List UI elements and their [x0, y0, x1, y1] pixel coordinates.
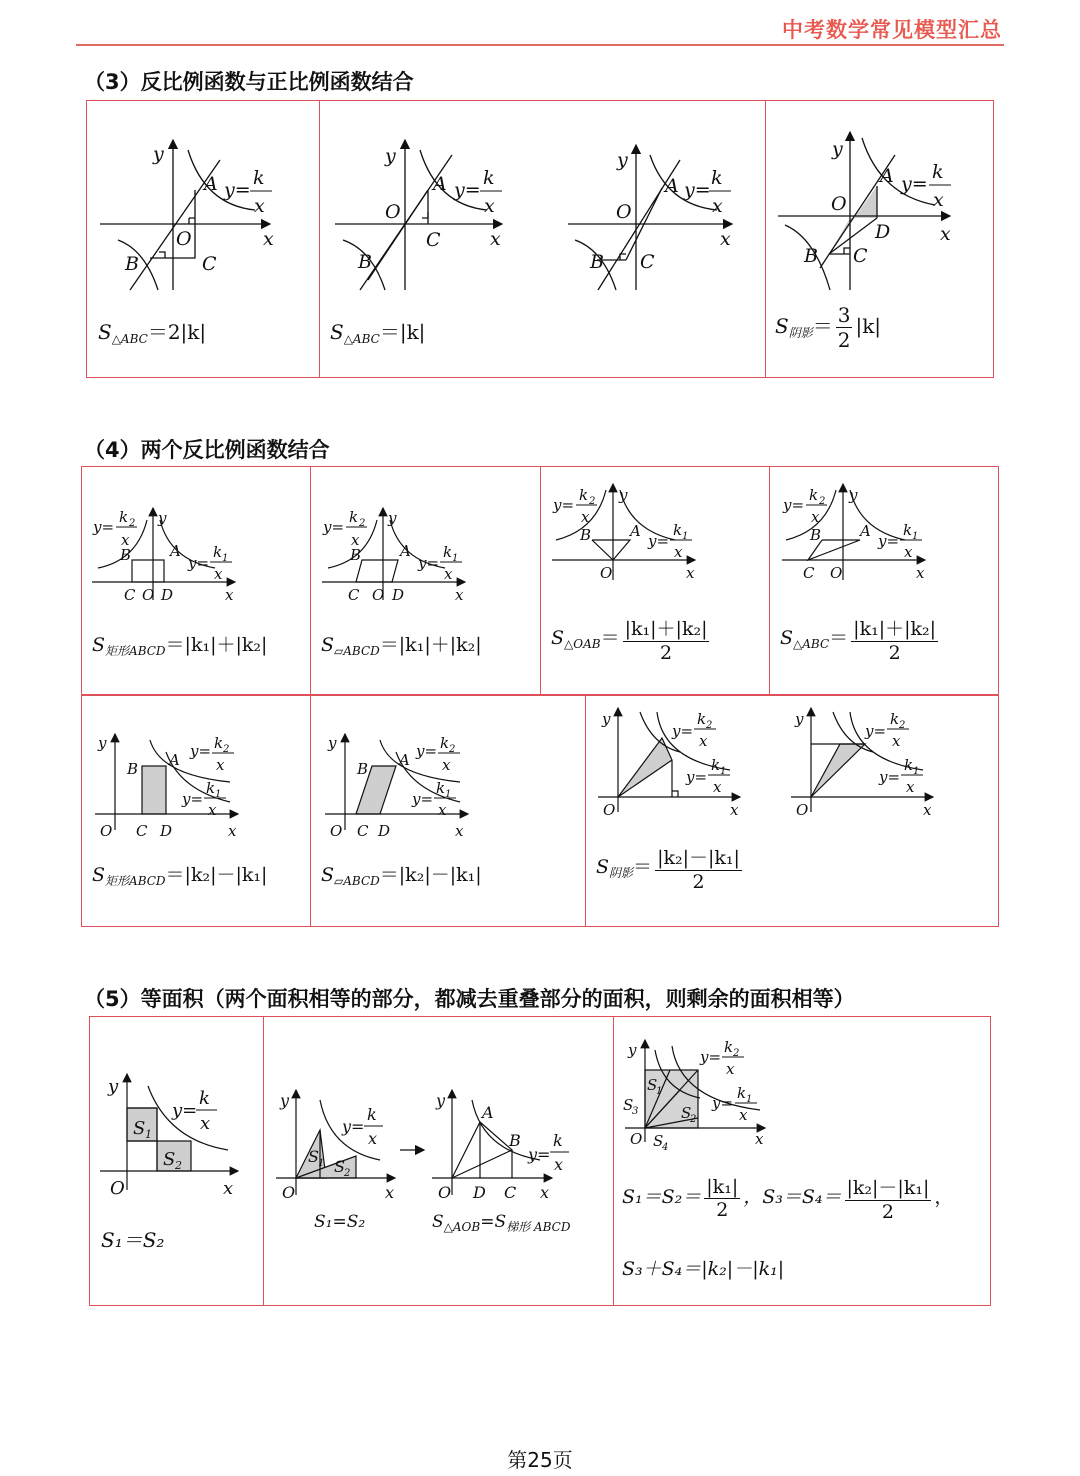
- section-5-table: [89, 1016, 991, 1306]
- svg-text:D: D: [392, 586, 405, 604]
- svg-text:x: x: [484, 195, 495, 217]
- svg-text:3: 3: [632, 1106, 639, 1117]
- svg-text:x: x: [438, 801, 447, 819]
- svg-text:k: k: [367, 1105, 377, 1124]
- s4-f5-eq: ＝|k₂|－|k₁|: [165, 864, 268, 886]
- svg-text:k: k: [483, 167, 495, 189]
- svg-text:2: 2: [175, 1159, 182, 1172]
- s5-f2b-sub2: 梯形 ABCD: [506, 1220, 571, 1234]
- svg-text:k: k: [440, 734, 450, 752]
- s3-f3-tail: |k|: [855, 314, 882, 338]
- svg-text:D: D: [160, 822, 173, 840]
- svg-text:k: k: [206, 779, 216, 797]
- s4-f7-eq: ＝: [633, 856, 653, 878]
- svg-text:k: k: [253, 167, 265, 189]
- s5-f3-frac2: [845, 1173, 932, 1223]
- svg-text:y: y: [388, 509, 397, 527]
- svg-text:k: k: [711, 756, 721, 774]
- s4-f6-sub: ▱ABCD: [334, 874, 380, 888]
- svg-text:O: O: [600, 564, 613, 582]
- svg-text:C: C: [357, 822, 369, 840]
- s5-f3-den2: 2: [881, 1201, 894, 1223]
- s4-f1-symbol: S: [92, 634, 106, 656]
- svg-text:x: x: [581, 508, 590, 526]
- svg-text:x: x: [208, 801, 217, 819]
- svg-text:O: O: [372, 586, 385, 604]
- svg-text:x: x: [351, 531, 360, 549]
- s4-f4-den: 2: [888, 642, 901, 664]
- s4-f4-symbol: S: [780, 627, 794, 649]
- svg-text:C: C: [640, 251, 655, 273]
- svg-text:y=: y=: [712, 1094, 734, 1112]
- svg-text:2: 2: [359, 518, 366, 529]
- s4-f4-fraction: [851, 614, 938, 664]
- s4-formula-7: [596, 843, 745, 893]
- svg-text:y=: y=: [528, 1145, 551, 1164]
- svg-text:A: A: [482, 1103, 494, 1122]
- s5-formula-2a: S₁=S₂: [314, 1212, 366, 1232]
- svg-text:A: A: [630, 522, 641, 540]
- s3-f1-eq: ＝2|k|: [147, 320, 207, 344]
- svg-text:O: O: [385, 201, 401, 223]
- svg-text:y: y: [158, 509, 167, 527]
- svg-text:B: B: [580, 526, 592, 544]
- svg-text:x: x: [686, 564, 695, 582]
- s4-f2-sub: ▱ABCD: [334, 644, 380, 658]
- svg-text:x: x: [916, 564, 925, 582]
- svg-text:x: x: [923, 801, 932, 819]
- s4-f4-sub: △ABC: [793, 637, 830, 651]
- svg-text:k: k: [553, 1131, 563, 1150]
- svg-text:y=: y=: [648, 532, 670, 550]
- s4-f2-eq: ＝|k₁|＋|k₂|: [379, 634, 482, 656]
- svg-text:x: x: [442, 756, 451, 774]
- svg-text:1: 1: [215, 789, 222, 800]
- s5-f2b-sub: △AOB: [443, 1220, 481, 1234]
- s4-formula-6: [321, 860, 482, 888]
- svg-text:x: x: [906, 778, 915, 796]
- s4-f4-eq: ＝: [829, 627, 849, 649]
- svg-text:x: x: [720, 228, 731, 250]
- svg-text:y=: y=: [412, 790, 434, 808]
- svg-text:x: x: [214, 565, 223, 583]
- section-4-title: （4）两个反比例函数结合: [84, 438, 330, 462]
- svg-text:O: O: [830, 564, 843, 582]
- s3-f3-sub: 阴影: [788, 326, 813, 340]
- section-4-table-row2: [81, 694, 999, 927]
- svg-text:O: O: [796, 801, 809, 819]
- svg-text:x: x: [385, 1183, 395, 1202]
- svg-text:x: x: [674, 543, 683, 561]
- svg-text:k: k: [673, 521, 683, 539]
- svg-text:O: O: [630, 1130, 643, 1148]
- svg-text:y=: y=: [783, 496, 805, 514]
- svg-text:1: 1: [682, 531, 689, 542]
- svg-text:k: k: [579, 486, 589, 504]
- s4-f3-sub: △OAB: [564, 637, 601, 651]
- svg-text:y=: y=: [342, 1117, 365, 1136]
- svg-text:x: x: [223, 1178, 234, 1199]
- svg-text:k: k: [119, 508, 129, 526]
- svg-text:y: y: [602, 710, 611, 728]
- svg-text:1: 1: [445, 789, 452, 800]
- s3-formula-1: [98, 316, 206, 346]
- svg-text:k: k: [724, 1038, 734, 1056]
- s5-f2b-symbol: S: [432, 1212, 444, 1232]
- svg-text:x: x: [712, 195, 723, 217]
- svg-text:C: C: [124, 586, 136, 604]
- svg-text:S: S: [308, 1147, 319, 1166]
- svg-text:x: x: [455, 586, 464, 604]
- svg-text:B: B: [810, 526, 822, 544]
- svg-text:x: x: [455, 822, 464, 840]
- svg-text:2: 2: [690, 1114, 697, 1125]
- svg-text:x: x: [699, 732, 708, 750]
- svg-text:y=: y=: [686, 768, 708, 786]
- svg-text:2: 2: [129, 518, 136, 529]
- svg-text:B: B: [358, 251, 372, 273]
- s4-f1-sub: 矩形ABCD: [105, 644, 166, 658]
- s3-f3-num: 3: [837, 303, 851, 327]
- s4-f6-eq: ＝|k₂|－|k₁|: [379, 864, 482, 886]
- s3-f3-eq: ＝: [812, 314, 833, 338]
- svg-text:1: 1: [222, 553, 229, 564]
- svg-text:x: x: [200, 1113, 211, 1134]
- svg-text:A: A: [204, 173, 218, 195]
- svg-text:1: 1: [720, 766, 727, 777]
- svg-text:x: x: [811, 508, 820, 526]
- svg-text:y=: y=: [224, 179, 251, 201]
- s3-f3-symbol: S: [775, 314, 789, 338]
- svg-text:1: 1: [318, 1158, 325, 1169]
- svg-text:2: 2: [449, 744, 456, 755]
- svg-text:x: x: [755, 1130, 764, 1148]
- svg-text:y=: y=: [684, 179, 711, 201]
- svg-text:2: 2: [899, 720, 906, 731]
- s5-formula-1: S₁＝S₂: [101, 1228, 165, 1252]
- svg-text:k: k: [809, 486, 819, 504]
- s5-f2b-eq: =S: [480, 1212, 507, 1232]
- svg-text:2: 2: [733, 1048, 740, 1059]
- svg-text:y=: y=: [672, 722, 694, 740]
- s4-f5-sub: 矩形ABCD: [105, 874, 166, 888]
- s3-f3-den: 2: [837, 328, 851, 352]
- svg-text:k: k: [711, 167, 723, 189]
- svg-text:k: k: [737, 1084, 747, 1102]
- svg-text:B: B: [804, 245, 818, 267]
- svg-text:y: y: [617, 149, 628, 171]
- s5-f3-mid: ，S₃＝S₄＝: [743, 1186, 842, 1208]
- svg-text:1: 1: [746, 1094, 753, 1105]
- s4-f7-num: |k₂|－|k₁|: [655, 843, 742, 871]
- section-5-title: （5）等面积（两个面积相等的部分，都减去重叠部分的面积，则剩余的面积相等）: [84, 987, 855, 1011]
- svg-text:y=: y=: [700, 1048, 722, 1066]
- svg-text:A: A: [880, 165, 894, 187]
- s5-cell-1: [90, 1017, 264, 1305]
- svg-text:A: A: [433, 173, 447, 195]
- svg-text:x: x: [368, 1129, 378, 1148]
- svg-text:O: O: [330, 822, 343, 840]
- svg-text:O: O: [176, 228, 192, 250]
- svg-text:x: x: [554, 1155, 564, 1174]
- s4-cell-1: [82, 467, 311, 695]
- s3-f3-fraction: [836, 303, 853, 352]
- section-3-title: （3）反比例函数与正比例函数结合: [84, 70, 414, 94]
- svg-text:x: x: [216, 756, 225, 774]
- s5-f3-num2: |k₂|－|k₁|: [845, 1173, 932, 1201]
- svg-text:O: O: [831, 193, 847, 215]
- svg-text:C: C: [853, 245, 868, 267]
- svg-text:C: C: [803, 564, 815, 582]
- svg-text:2: 2: [706, 720, 713, 731]
- s4-formula-4: [780, 614, 941, 664]
- svg-text:y=: y=: [182, 790, 204, 808]
- svg-text:O: O: [142, 586, 155, 604]
- svg-text:O: O: [100, 822, 113, 840]
- s4-f5-symbol: S: [92, 864, 106, 886]
- s5-formula-2b: [432, 1212, 570, 1235]
- svg-text:x: x: [730, 801, 739, 819]
- svg-text:k: k: [436, 779, 446, 797]
- svg-text:S: S: [623, 1096, 634, 1114]
- s3-formula-3: [775, 303, 881, 352]
- svg-text:k: k: [199, 1088, 210, 1109]
- s4-f6-symbol: S: [321, 864, 335, 886]
- svg-text:k: k: [214, 734, 224, 752]
- svg-text:x: x: [254, 195, 265, 217]
- svg-text:D: D: [378, 822, 391, 840]
- svg-text:O: O: [282, 1183, 296, 1202]
- svg-text:1: 1: [145, 1128, 152, 1141]
- svg-text:k: k: [890, 710, 900, 728]
- svg-text:k: k: [932, 161, 944, 183]
- svg-text:S: S: [647, 1076, 658, 1094]
- s4-cell-2: [311, 467, 541, 695]
- svg-text:y=: y=: [323, 518, 345, 536]
- svg-text:y: y: [849, 486, 858, 504]
- s3-formula-2: [330, 316, 425, 346]
- svg-text:y: y: [328, 734, 337, 752]
- svg-text:1: 1: [452, 553, 459, 564]
- svg-text:k: k: [443, 543, 453, 561]
- svg-text:y=: y=: [416, 742, 438, 760]
- svg-text:x: x: [940, 223, 951, 245]
- svg-text:k: k: [903, 521, 913, 539]
- svg-text:k: k: [349, 508, 359, 526]
- svg-text:O: O: [438, 1183, 452, 1202]
- s5-formula-4: S₃＋S₄＝|k₂|－|k₁|: [622, 1258, 785, 1280]
- s5-f3-lhs: S₁＝S₂＝: [622, 1186, 702, 1208]
- s4-f1-eq: ＝|k₁|＋|k₂|: [165, 634, 268, 656]
- svg-text:1: 1: [656, 1086, 663, 1097]
- svg-text:y: y: [385, 145, 396, 167]
- svg-text:S: S: [334, 1157, 345, 1176]
- svg-text:y: y: [153, 143, 164, 165]
- s3-f1-symbol: S: [98, 320, 112, 344]
- s4-formula-5: [92, 860, 267, 889]
- svg-text:C: C: [202, 253, 217, 275]
- svg-text:B: B: [125, 253, 139, 275]
- s4-cell-6: [311, 695, 586, 926]
- svg-text:y=: y=: [879, 768, 901, 786]
- svg-text:x: x: [225, 586, 234, 604]
- svg-text:B: B: [120, 546, 132, 564]
- svg-text:S: S: [681, 1104, 692, 1122]
- s4-f3-fraction: [623, 614, 710, 664]
- s4-formula-2: [321, 630, 482, 658]
- svg-text:y: y: [436, 1091, 446, 1110]
- s5-f3-num1: |k₁|: [706, 1175, 739, 1198]
- svg-text:2: 2: [819, 496, 826, 507]
- svg-text:y: y: [832, 138, 843, 160]
- svg-text:x: x: [904, 543, 913, 561]
- s4-f4-num: |k₁|＋|k₂|: [851, 614, 938, 642]
- svg-text:1: 1: [913, 766, 920, 777]
- svg-text:C: C: [426, 229, 441, 251]
- s5-f3-end: ，: [934, 1186, 954, 1208]
- svg-text:x: x: [933, 189, 944, 211]
- s3-f2-sub: △ABC: [343, 332, 380, 346]
- svg-text:A: A: [860, 522, 871, 540]
- svg-text:S: S: [163, 1149, 176, 1170]
- svg-text:x: x: [228, 822, 237, 840]
- svg-text:B: B: [350, 546, 362, 564]
- s4-f3-num: |k₁|＋|k₂|: [623, 614, 710, 642]
- svg-text:S: S: [133, 1118, 146, 1139]
- s4-f3-symbol: S: [551, 627, 565, 649]
- s4-formula-3: [551, 614, 712, 664]
- svg-text:A: A: [169, 751, 180, 769]
- svg-text:y=: y=: [418, 554, 440, 572]
- page-number: 第25页: [507, 1448, 573, 1472]
- s5-f3-frac1: [704, 1176, 740, 1221]
- svg-text:x: x: [739, 1106, 748, 1124]
- svg-text:y=: y=: [190, 742, 212, 760]
- svg-text:x: x: [540, 1183, 550, 1202]
- svg-text:y: y: [98, 734, 107, 752]
- svg-text:O: O: [110, 1178, 125, 1199]
- svg-text:y=: y=: [188, 554, 210, 572]
- s4-f3-eq: ＝: [600, 627, 620, 649]
- svg-text:x: x: [490, 228, 501, 250]
- document-header-title: 中考数学常见模型汇总: [782, 18, 1002, 42]
- svg-text:D: D: [473, 1183, 486, 1202]
- svg-text:y: y: [619, 486, 628, 504]
- svg-text:A: A: [400, 542, 411, 560]
- svg-text:2: 2: [223, 744, 230, 755]
- svg-text:k: k: [213, 543, 223, 561]
- svg-text:1: 1: [912, 531, 919, 542]
- svg-text:D: D: [161, 586, 174, 604]
- svg-text:y=: y=: [878, 532, 900, 550]
- svg-text:x: x: [121, 531, 130, 549]
- s4-f7-den: 2: [692, 871, 705, 893]
- svg-text:A: A: [170, 542, 181, 560]
- svg-text:C: C: [504, 1183, 517, 1202]
- s4-cell-5: [82, 695, 311, 926]
- s4-f2-symbol: S: [321, 634, 335, 656]
- s4-f3-den: 2: [660, 642, 673, 664]
- s3-fig3-labels: [589, 149, 731, 273]
- svg-text:y=: y=: [865, 722, 887, 740]
- s4-f7-sub: 阴影: [609, 866, 634, 880]
- svg-text:C: C: [136, 822, 148, 840]
- svg-text:O: O: [616, 201, 632, 223]
- svg-text:B: B: [590, 251, 604, 273]
- svg-text:k: k: [904, 756, 914, 774]
- s5-cell-2: [264, 1017, 614, 1305]
- svg-text:k: k: [697, 710, 707, 728]
- svg-text:A: A: [665, 175, 679, 197]
- svg-text:x: x: [444, 565, 453, 583]
- svg-text:O: O: [603, 801, 616, 819]
- s3-f2-symbol: S: [330, 320, 344, 344]
- svg-text:B: B: [127, 760, 139, 778]
- s5-formula-3: [622, 1173, 953, 1223]
- svg-text:x: x: [713, 778, 722, 796]
- svg-text:y=: y=: [172, 1100, 198, 1121]
- svg-text:S: S: [653, 1132, 664, 1150]
- svg-text:x: x: [726, 1060, 735, 1078]
- svg-text:2: 2: [589, 496, 596, 507]
- s4-f7-fraction: [655, 843, 742, 893]
- svg-text:y=: y=: [93, 518, 115, 536]
- svg-text:B: B: [509, 1131, 521, 1150]
- svg-text:B: B: [357, 760, 369, 778]
- svg-text:y=: y=: [454, 179, 481, 201]
- svg-text:4: 4: [662, 1142, 669, 1153]
- s5-f3-den1: 2: [716, 1198, 729, 1221]
- s4-f7-symbol: S: [596, 856, 610, 878]
- svg-text:y: y: [108, 1076, 119, 1097]
- svg-text:x: x: [263, 228, 274, 250]
- svg-text:A: A: [399, 751, 410, 769]
- s4-formula-1: [92, 630, 267, 659]
- svg-text:y: y: [795, 710, 804, 728]
- svg-text:y: y: [280, 1091, 290, 1110]
- svg-text:D: D: [875, 221, 891, 243]
- svg-text:y: y: [628, 1041, 637, 1059]
- svg-text:y=: y=: [553, 496, 575, 514]
- s3-f1-sub: △ABC: [111, 332, 148, 346]
- svg-text:y=: y=: [901, 173, 928, 195]
- svg-text:C: C: [348, 586, 360, 604]
- svg-text:2: 2: [344, 1168, 351, 1179]
- s3-f2-eq: ＝|k|: [379, 320, 426, 344]
- svg-text:x: x: [892, 732, 901, 750]
